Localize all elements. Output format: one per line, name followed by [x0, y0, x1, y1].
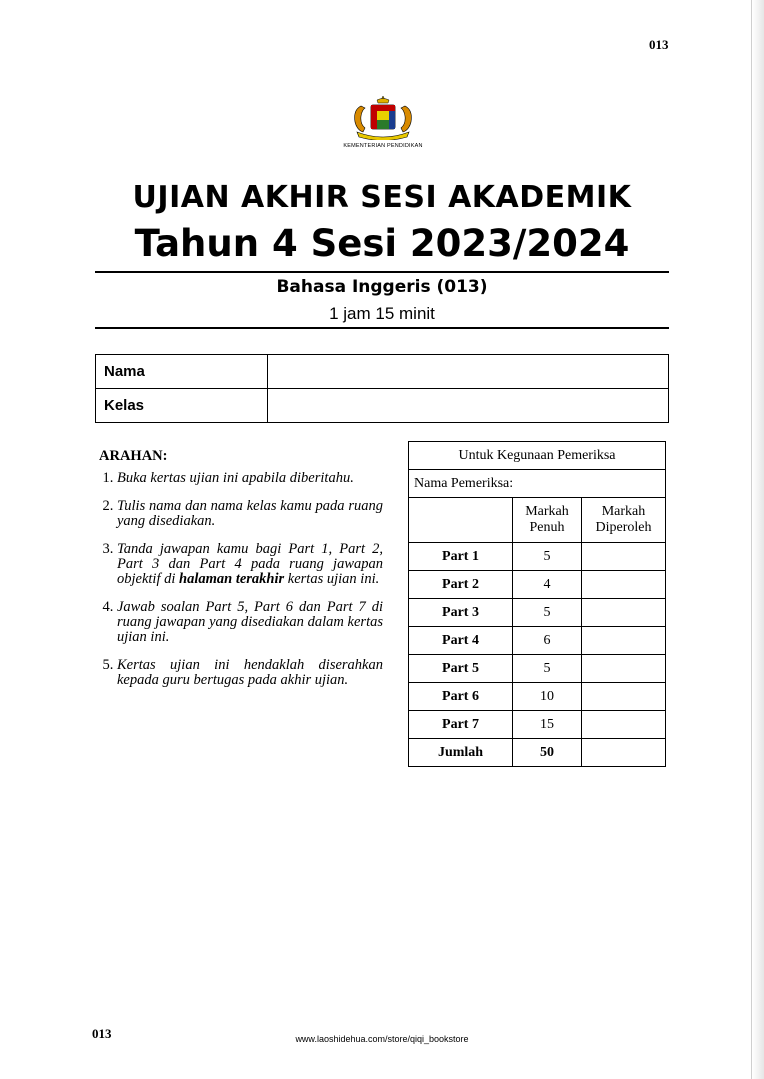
class-field[interactable]	[268, 389, 669, 423]
footer-url: www.laoshidehua.com/store/qiqi_bookstore	[295, 1034, 469, 1044]
table-row	[409, 683, 666, 711]
table-row	[409, 470, 666, 498]
column-header-line: Markah	[525, 504, 569, 519]
table-row	[409, 599, 666, 627]
list-item: 2. Tulis nama dan nama kelas kamu pada ruang yang disediakan.	[117, 499, 383, 529]
part-label: Part 3	[409, 599, 513, 627]
paper-code-top: 013	[649, 37, 669, 52]
name-label: Nama	[96, 355, 268, 389]
part-label: Part 5	[409, 655, 513, 683]
full-marks: 6	[513, 627, 582, 655]
part-label: Part 6	[409, 683, 513, 711]
instruction-emphasis: halaman terakhir	[179, 571, 285, 587]
table-row	[409, 442, 666, 470]
table-row	[96, 389, 669, 423]
full-marks: 5	[513, 543, 582, 571]
full-marks: 5	[513, 655, 582, 683]
divider-top	[95, 271, 669, 273]
name-field[interactable]	[268, 355, 669, 389]
full-marks: 5	[513, 599, 582, 627]
list-item: 1. Buka kertas ujian ini apabila diberitahu.	[117, 471, 383, 486]
table-row	[409, 711, 666, 739]
page-edge-shadow	[751, 0, 764, 1079]
instructions	[99, 448, 383, 701]
instructions-heading: ARAHAN:	[99, 448, 168, 464]
marks-obtained[interactable]	[582, 543, 666, 571]
paper-code-bottom: 013	[92, 1026, 112, 1041]
coat-of-arms-icon	[347, 94, 419, 140]
table-row	[409, 739, 666, 767]
examiner-marks-table	[408, 441, 666, 767]
examiner-name-label: Nama Pemeriksa:	[409, 470, 666, 498]
student-identity-table	[95, 354, 669, 423]
empty-header-cell	[409, 498, 513, 543]
column-header-full-marks	[513, 498, 582, 543]
list-item	[117, 542, 383, 587]
marks-obtained[interactable]	[582, 599, 666, 627]
part-label: Part 7	[409, 711, 513, 739]
marks-table-title: Untuk Kegunaan Pemeriksa	[409, 442, 666, 470]
marks-obtained[interactable]	[582, 571, 666, 599]
full-marks: 10	[513, 683, 582, 711]
table-row	[409, 498, 666, 543]
exam-duration: 1 jam 15 minit	[329, 304, 435, 323]
marks-obtained[interactable]	[582, 683, 666, 711]
class-label: Kelas	[96, 389, 268, 423]
instruction-text: Tanda jawapan kamu bagi Part 1, Part 2, Part 3 dan Part 4 pada ruang jawapan objektif di	[117, 541, 383, 587]
list-item: 5. Kertas ujian ini hendaklah diserahkan kepada guru bertugas pada akhir ujian.	[117, 658, 383, 688]
exam-year-title: Tahun 4 Sesi 2023/2024	[134, 222, 630, 265]
total-full-marks: 50	[513, 739, 582, 767]
subject-title: Bahasa Inggeris (013)	[276, 277, 488, 297]
table-row	[409, 627, 666, 655]
column-header-line: Penuh	[529, 520, 565, 535]
table-row	[409, 655, 666, 683]
part-label: Part 2	[409, 571, 513, 599]
table-row	[409, 543, 666, 571]
column-header-marks-obtained	[582, 498, 666, 543]
part-label: Part 4	[409, 627, 513, 655]
full-marks: 15	[513, 711, 582, 739]
instruction-text: kertas ujian ini.	[284, 571, 380, 587]
marks-obtained[interactable]	[582, 655, 666, 683]
crest-caption: KEMENTERIAN PENDIDIKAN	[343, 143, 423, 149]
instructions-list	[99, 471, 383, 688]
full-marks: 4	[513, 571, 582, 599]
divider-bottom	[95, 327, 669, 329]
total-marks-obtained[interactable]	[582, 739, 666, 767]
marks-obtained[interactable]	[582, 711, 666, 739]
part-label: Part 1	[409, 543, 513, 571]
table-row	[409, 571, 666, 599]
total-label: Jumlah	[409, 739, 513, 767]
column-header-line: Diperoleh	[595, 520, 652, 535]
list-item: 4. Jawab soalan Part 5, Part 6 dan Part 7 di ruang jawapan yang disediakan dalam kertas ujian ini.	[117, 600, 383, 645]
table-row	[96, 355, 669, 389]
column-header-line: Markah	[601, 504, 646, 519]
exam-title: UJIAN AKHIR SESI AKADEMIK	[132, 180, 632, 215]
marks-obtained[interactable]	[582, 627, 666, 655]
